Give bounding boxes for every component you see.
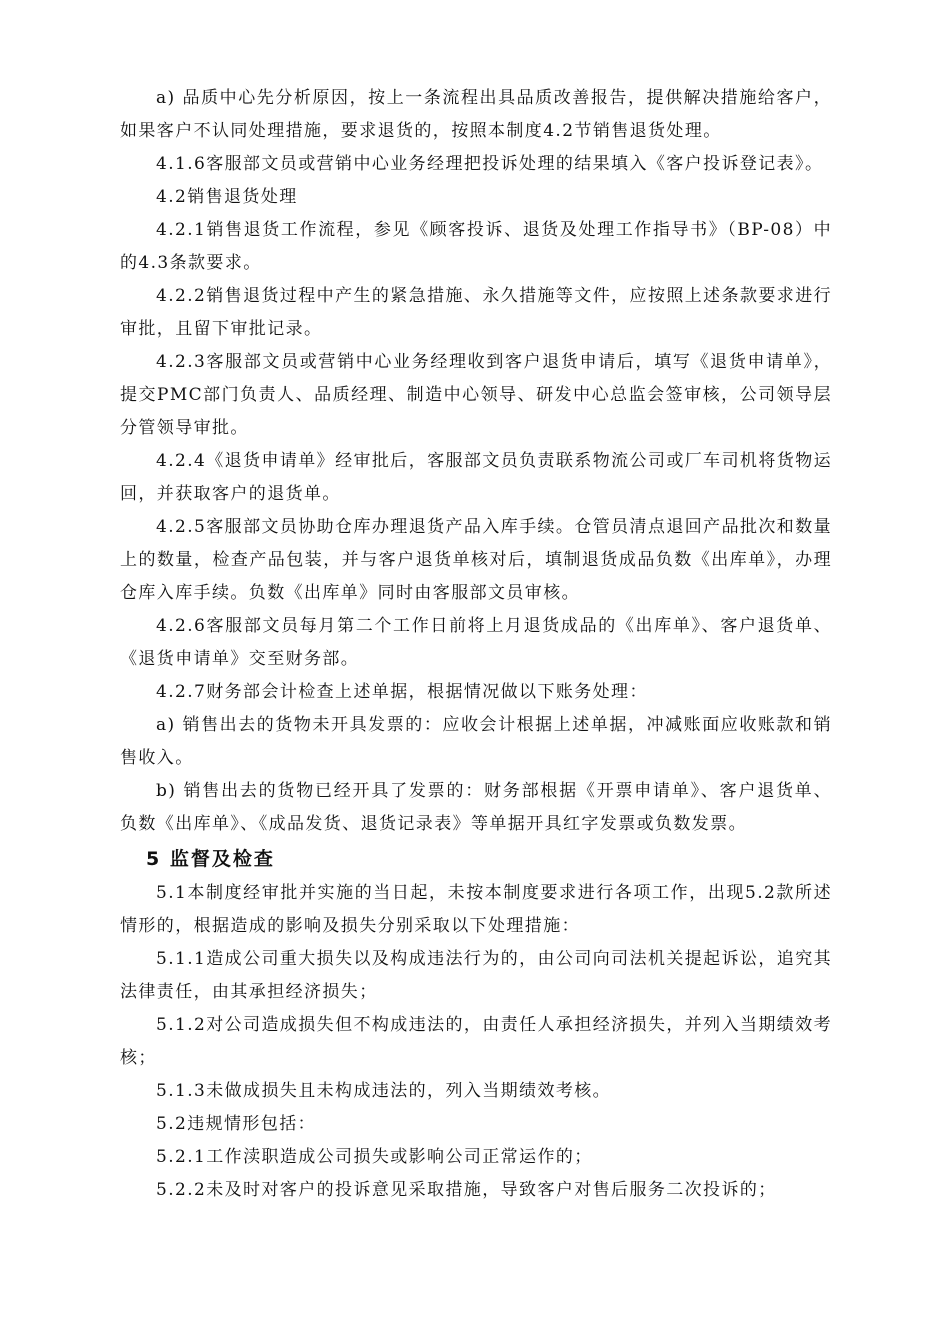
paragraph-4-2-7-b: b) 销售出去的货物已经开具了发票的：财务部根据《开票申请单》、客户退货单、负数《出库单》、《成品发货、退货记录表》等单据开具红字发票或负数发票。: [120, 781, 832, 834]
paragraph-4-2-7: 4.2.7财务部会计检查上述单据，根据情况做以下账务处理：: [156, 682, 648, 702]
paragraph-4-1-6: 4.1.6客服部文员或营销中心业务经理把投诉处理的结果填入《客户投诉登记表》。: [156, 154, 824, 174]
paragraph-5-2-2: 5.2.2未及时对客户的投诉意见采取措施，导致客户对售后服务二次投诉的；: [156, 1180, 777, 1200]
paragraph-5-1: 5.1本制度经审批并实施的当日起，未按本制度要求进行各项工作，出现5.2款所述情形的，根据造成的影响及损失分别采取以下处理措施：: [120, 883, 832, 936]
paragraph-5-2-1: 5.2.1工作渎职造成公司损失或影响公司正常运作的；: [156, 1147, 593, 1167]
subsection-title-4-2: 4.2销售退货处理: [156, 187, 298, 207]
paragraph-4-2-4: 4.2.4《退货申请单》经审批后，客服部文员负责联系物流公司或厂车司机将货物运回，并获取客户的退货单。: [120, 451, 832, 504]
paragraph-4-2-2: 4.2.2销售退货过程中产生的紧急措施、永久措施等文件，应按照上述条款要求进行审批，且留下审批记录。: [120, 286, 832, 339]
paragraph-5-2: 5.2违规情形包括：: [156, 1114, 317, 1134]
paragraph-5-1-2: 5.1.2对公司造成损失但不构成违法的，由责任人承担经济损失，并列入当期绩效考核；: [120, 1015, 832, 1068]
document-body: [120, 82, 832, 1207]
paragraph-4-2-3: 4.2.3客服部文员或营销中心业务经理收到客户退货申请后，填写《退货申请单》，提交PMC部门负责人、品质经理、制造中心领导、研发中心总监会签审核，公司领导层分管领导审批。: [120, 352, 832, 438]
paragraph-4-2-1: 4.2.1销售退货工作流程，参见《顾客投诉、退货及处理工作指导书》（BP-08）中的4.3条款要求。: [120, 220, 832, 273]
paragraph-4-2-5: 4.2.5客服部文员协助仓库办理退货产品入库手续。仓管员清点退回产品批次和数量上的数量，检查产品包装，并与客户退货单核对后，填制退货成品负数《出库单》，办理仓库入库手续。负数《出库单》同时由客服部文员审核。: [120, 517, 832, 603]
paragraph-4-1-5-a: a) 品质中心先分析原因，按上一条流程出具品质改善报告，提供解决措施给客户，如果客户不认同处理措施，要求退货的，按照本制度4.2节销售退货处理。: [120, 88, 832, 141]
paragraph-5-1-3: 5.1.3未做成损失且未构成违法的，列入当期绩效考核。: [156, 1081, 612, 1101]
paragraph-5-1-1: 5.1.1造成公司重大损失以及构成违法行为的，由公司向司法机关提起诉讼，追究其法律责任，由其承担经济损失；: [120, 949, 832, 1002]
paragraph-4-2-7-a: a) 销售出去的货物未开具发票的：应收会计根据上述单据，冲减账面应收账款和销售收入。: [120, 715, 832, 768]
section-heading-5: 5 监督及检查: [146, 848, 275, 870]
paragraph-4-2-6: 4.2.6客服部文员每月第二个工作日前将上月退货成品的《出库单》、客户退货单、《退货申请单》交至财务部。: [120, 616, 832, 669]
